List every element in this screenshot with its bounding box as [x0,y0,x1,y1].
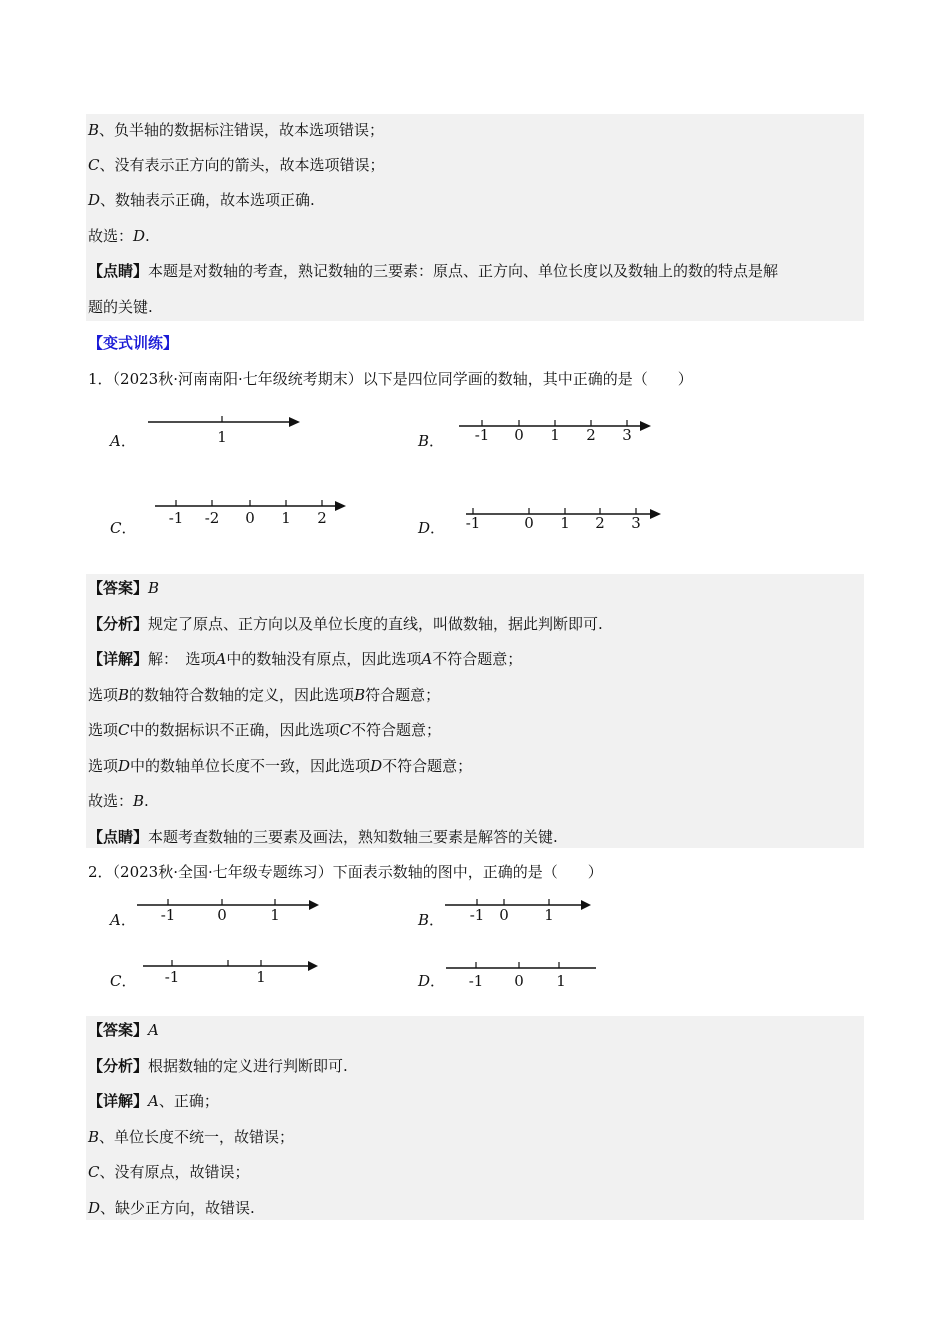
q1-comment: 【点睛】本题考查数轴的三要素及画法，熟知数轴三要素是解答的关键. [88,828,558,846]
q1-detail-line1: 【详解】解： 选项A中的数轴没有原点，因此选项A不符合题意； [88,650,523,668]
q1-option-c-label: C． [110,519,137,537]
q1-analysis: 【分析】规定了原点、正方向以及单位长度的直线，叫做数轴，据此判断即可. [88,615,603,633]
tick-label: 0 [499,906,509,924]
tick-label: -1 [469,906,485,924]
q2-option-c-label: C． [110,972,137,990]
q1-option-c-numberline [155,498,351,528]
tick-label: 1 [281,509,291,527]
tick-label: 1 [556,972,566,990]
tick-label: 1 [560,514,570,532]
tick-label: -1 [474,426,490,444]
tick-label: 0 [514,426,524,444]
tick-label: 1 [256,968,266,986]
q2-option-b-label: B． [418,911,445,929]
q2-option-a-label: A． [110,911,136,929]
q1-option-a-label: A． [110,432,136,450]
q2-stem: 2．（2023秋·全国·七年级专题练习）下面表示数轴的图中，正确的是（ ） [88,863,603,881]
q1-answer: 【答案】B [88,579,160,597]
tick-label: 1 [270,906,280,924]
tick-label: -1 [164,968,180,986]
tick-label: -2 [204,509,220,527]
q1-detail-line4: 选项D中的数轴单位长度不一致，因此选项D不符合题意； [88,757,473,775]
q1-stem: 1．（2023秋·河南南阳·七年级统考期末）以下是四位同学画的数轴，其中正确的是（ ） [88,370,693,388]
solution-block-prev [86,114,864,321]
q1-option-d-label: D． [418,519,446,537]
tick-label: 2 [586,426,596,444]
tick-label: 0 [217,906,227,924]
q2-option-c-numberline [143,958,323,988]
tick-label: 3 [622,426,632,444]
prev-comment-cont: 题的关键. [88,298,153,316]
q1-option-b-label: B． [418,432,445,450]
tick-label: -1 [468,972,484,990]
tick-label: 0 [245,509,255,527]
q2-option-d-numberline [446,960,598,990]
tick-label: 1 [544,906,554,924]
q2-option-b-numberline [445,897,595,925]
tick-label: 2 [317,509,327,527]
q2-option-d-label: D． [418,972,446,990]
q2-answer: 【答案】A [88,1021,159,1039]
solution-block-q2 [86,1016,864,1220]
q2-detail-a: 【详解】A、正确； [88,1092,219,1110]
tick-label: 0 [524,514,534,532]
q1-detail-line2: 选项B的数轴符合数轴的定义，因此选项B符合题意； [88,686,441,704]
q1-option-b-numberline [459,418,655,448]
q1-option-a-numberline [148,414,308,448]
tick-label: 0 [514,972,524,990]
prev-option-c: C、没有表示正方向的箭头，故本选项错误； [88,156,385,174]
tick-label: 1 [550,426,560,444]
prev-option-b: B、负半轴的数据标注错误，故本选项错误； [88,121,385,139]
q1-detail-line3: 选项C中的数据标识不正确，因此选项C不符合题意； [88,721,442,739]
q2-option-a-numberline [137,897,323,925]
q2-detail-b: B、单位长度不统一，故错误； [88,1128,295,1146]
tick-label: 2 [595,514,605,532]
q2-analysis: 【分析】根据数轴的定义进行判断即可. [88,1057,348,1075]
prev-choice: 故选：D. [88,227,150,245]
q1-choice: 故选：B. [88,792,149,810]
q2-detail-c: C、没有原点，故错误； [88,1163,250,1181]
section-title: 【变式训练】 [88,334,179,352]
tick-label: 1 [217,428,227,446]
prev-option-d: D、数轴表示正确，故本选项正确. [88,191,315,209]
q2-detail-d: D、缺少正方向，故错误. [88,1199,255,1217]
q1-option-d-numberline [466,506,666,532]
tick-label: -1 [160,906,176,924]
tick-label: -1 [465,514,481,532]
tick-label: -1 [168,509,184,527]
tick-label: 3 [631,514,641,532]
prev-comment: 【点睛】本题是对数轴的考查，熟记数轴的三要素：原点、正方向、单位长度以及数轴上的数的特点是解 [88,262,779,280]
